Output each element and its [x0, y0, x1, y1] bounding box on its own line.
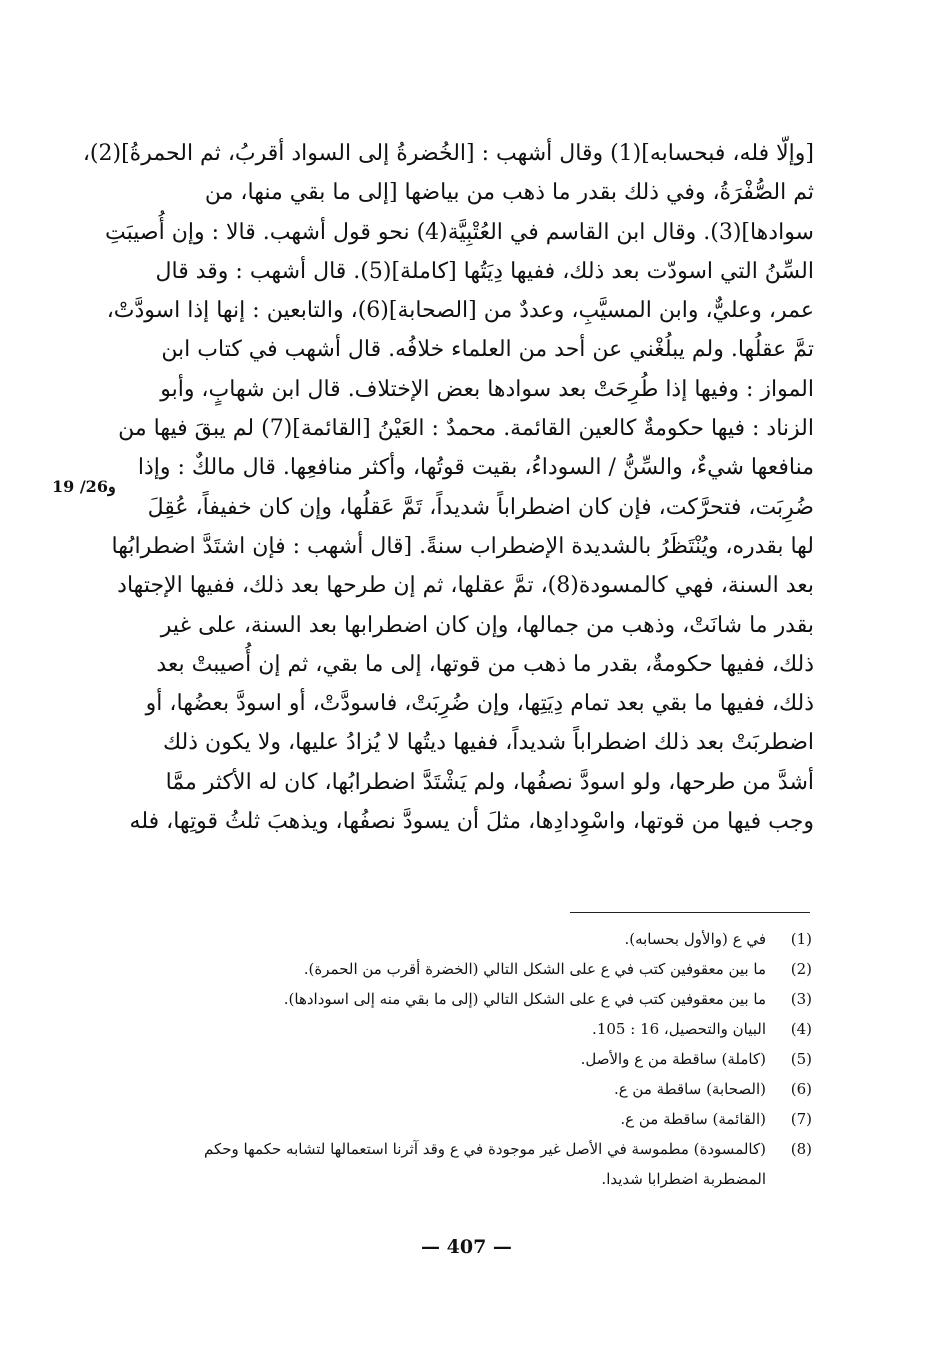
text-line: ذلك، ففيها ما بقي بعد تمام دِيَتِها، وإن ضُرِبَتْ، فاسودَّتْ، أو اسودَّ بعضُها، أو: [145, 691, 814, 717]
footnotes: [130, 924, 812, 1194]
footnote-text: ما بين معقوفين كتب في ع على الشكل التالي (إلى ما بقي منه إلى اسودادها).: [283, 990, 766, 1008]
footnote: [130, 924, 812, 954]
footnote-number: (5): [790, 1050, 812, 1068]
footnote-text: (الصحابة) ساقطة من ع.: [613, 1080, 766, 1098]
footnote-separator: [570, 912, 810, 913]
footnote-number: (7): [790, 1110, 812, 1128]
text-line: السِّنُ التي اسودّت بعد ذلك، ففيها دِيَتُها [كاملة](5). قال أشهب : وقد قال: [155, 258, 814, 284]
footnote: [130, 1044, 812, 1074]
footnote-text: البيان والتحصيل، 16 : 105.: [592, 1020, 766, 1038]
text-line: ضُرِبَت، فتحرَّكت، فإن كان اضطراباً شديداً، تَمَّ عَقلُها، وإن كان خفيفاً، عُقِلَ: [147, 494, 814, 520]
footnote-number: (2): [790, 960, 812, 978]
text-line: سوادها](3). وقال ابن القاسم في العُتْبِيَّة(4) نحو قول أشهب. قالا : وإن أُصيبَتِ: [105, 219, 814, 245]
text-line: الزناد : فيها حكومةٌ كالعين القائمة. محمدٌ : العَيْنُ [القائمة](7) لم يبقَ فيها من: [118, 416, 814, 442]
footnote-text-continuation: المضطربة اضطرابا شديدا.: [601, 1170, 766, 1188]
text-line: وجب فيها من قوتها، واسْوِدادِها، مثلَ أن يسودَّ نصفُها، ويذهبَ ثلثُ قوتِها، فله: [129, 809, 814, 835]
text-line: منافعها شيءٌ، والسِّنُّ / السوداءُ، بقيت قوتُها، وأكثر منافعِها. قال مالكٌ : وإذا: [137, 455, 814, 481]
footnote: [130, 1014, 812, 1044]
text-line: لها بقدره، ويُنْتَظَرُ بالشديدة الإضطراب سنةً. [قال أشهب : فإن اشتَدَّ اضطرابُها: [111, 533, 814, 559]
footnote: [130, 1134, 812, 1194]
text-line: [وإلّا فله، فبحسابه](1) وقال أشهب : [الخُضرةُ إلى السواد أقربُ، ثم الحمرةُ](2)،: [82, 141, 814, 166]
footnote-text-line: (كالمسودة) مطموسة في الأصل غير موجودة في ع وقد آثرنا استعمالها لتشابه حكمها وحكم: [204, 1140, 766, 1158]
footnote-text: في ع (والأول بحسابه).: [624, 930, 766, 948]
text-line: اضطربَتْ بعد ذلك اضطراباً شديداً، ففيها ديتُها لا يُزادُ عليها، ولا يكون ذلك: [163, 730, 814, 756]
footnote-number: (8): [790, 1140, 812, 1158]
footnote-text: ما بين معقوفين كتب في ع على الشكل التالي (الخضرة أقرب من الحمرة).: [303, 960, 766, 978]
footnote-number: (4): [790, 1020, 812, 1038]
text-line: المواز : وفيها إذا طُرِحَتْ بعد سوادها بعض الإختلاف. قال ابن شهابٍ، وأبو: [160, 376, 814, 402]
page-number: — 407 —: [421, 1236, 512, 1258]
footnote: [130, 984, 812, 1014]
text-line: ذلك، ففيها حكومةٌ، بقدر ما ذهب من قوتها، إلى ما بقي، ثم إن أُصيبتْ بعد: [156, 651, 814, 677]
footnote-number: (6): [790, 1080, 812, 1098]
footnote-number: (1): [790, 930, 812, 948]
footnote-number: (3): [790, 990, 812, 1008]
footnote: [130, 1104, 812, 1134]
footnote-text: (كاملة) ساقطة من ع والأصل.: [580, 1050, 766, 1068]
text-line: أشدَّ من طرحها، ولو اسودَّ نصفُها، ولم يَشْتَدَّ اضطرابُها، كان له الأكثر ممَّا: [165, 769, 814, 795]
footnote-text: [130, 1134, 766, 1194]
manuscript-folio-reference: 19 /26و: [52, 477, 116, 496]
text-line: عمر، وعليٌّ، وابن المسيَّبِ، وعددٌ من [الصحابة](6)، والتابعين : إنها إذا اسودَّتْ،: [106, 298, 814, 324]
text-line: بقدر ما شانَتْ، وذهب من جمالها، وإن كان اضطرابها بعد السنة، على غير: [160, 612, 814, 638]
footnote: [130, 1074, 812, 1104]
text-line: تمَّ عقلُها. ولم يبلُغْني عن أحد من العلماء خلافُه. قال أشهب في كتاب ابن: [161, 337, 814, 363]
footnote-text: (القائمة) ساقطة من ع.: [620, 1110, 766, 1128]
text-line: ثم الصُّفْرَةُ، وفي ذلك بقدر ما ذهب من بياضها [إلى ما بقي منها، من: [204, 180, 814, 206]
text-line: بعد السنة، فهي كالمسودة(8)، تمَّ عقلها، ثم إن طرحها بعد ذلك، ففيها الإجتهاد: [117, 573, 814, 599]
footnote: [130, 954, 812, 984]
